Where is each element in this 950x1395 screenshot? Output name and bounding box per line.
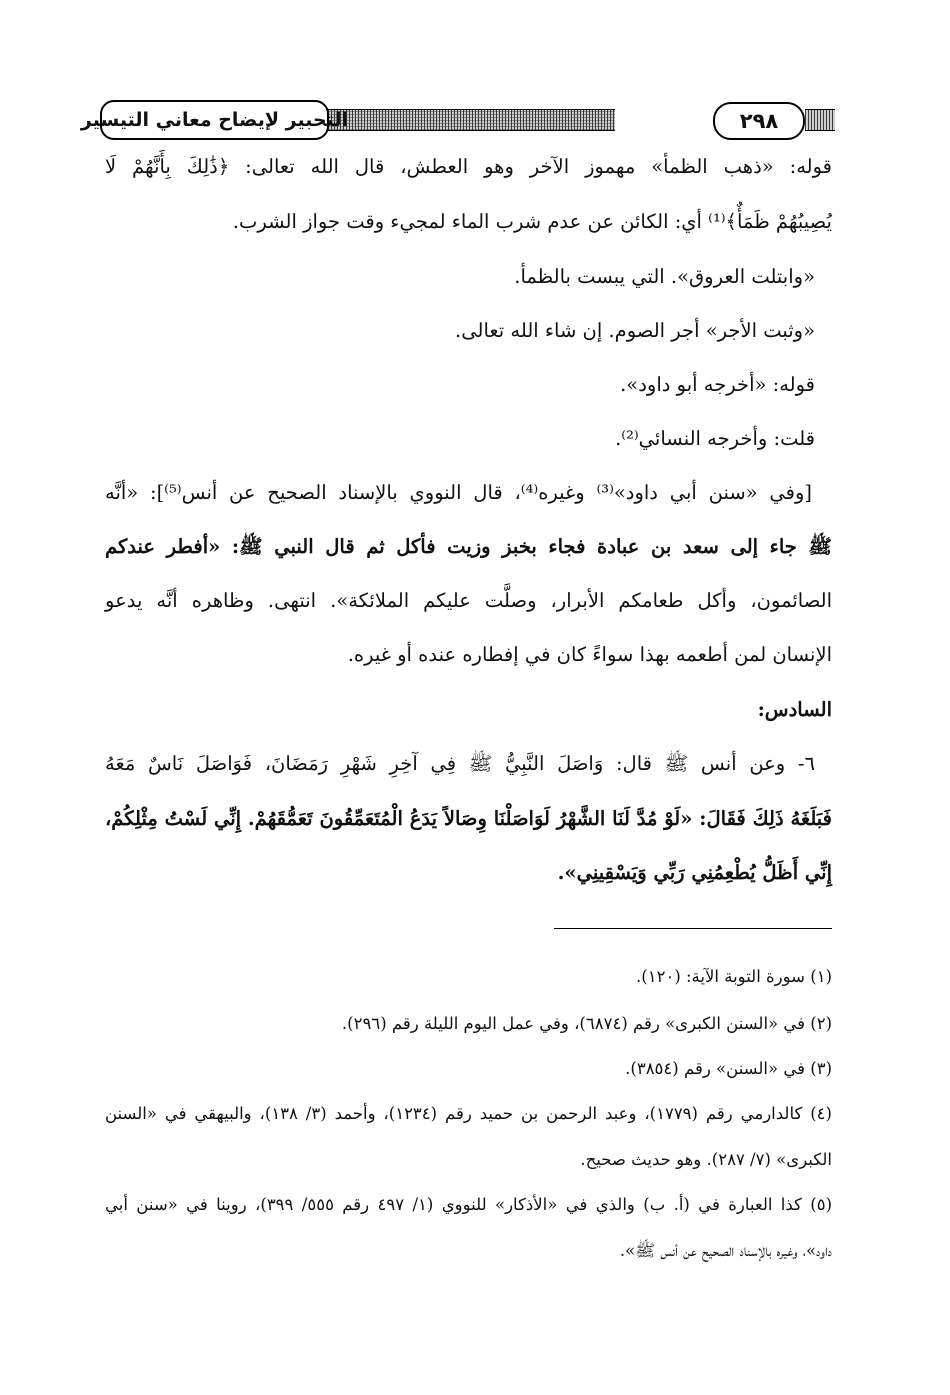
running-header: [80, 100, 835, 140]
body-line-6: قلت: وأخرجه النسائي⁽²⁾.: [615, 427, 815, 450]
hadith-line-14: إِنِّي أَظَلُّ يُطْعِمُنِي رَبِّي وَيَسْقِينِي».: [557, 861, 832, 884]
book-title: التحبير لإيضاح معاني التيسير: [100, 100, 329, 140]
footnote-1: (١) سورة التوبة الآية: (١٢٠).: [636, 967, 832, 986]
body-line-3: «وابتلت العروق». التي يبست بالظمأ.: [514, 265, 815, 288]
section-heading: السادس:: [757, 698, 832, 721]
footnote-5-line-2: داود»، وغيره بالإسناد الصحيح عن أنس ﷺ».: [619, 1241, 832, 1260]
page-number: ٢٩٨: [713, 102, 805, 140]
footnote-4-line-2: الكبرى» (٧/ ٢٨٧). وهو حديث صحيح.: [580, 1150, 832, 1169]
hadith-line-13: فَبَلَغَهُ ذَلِكَ فَقَالَ: «لَوْ مُدَّ لَنَا الشَّهْرُ لَوَاصَلْنَا وِصَالاً يَدَعُ الْمُتَعَمِّقُونَ تَعَمُّقَهُمْ. إِنِّي لَسْتُ مِثْلِكُمْ،: [105, 807, 832, 830]
footnote-separator: [554, 928, 832, 929]
body-line-9: الصائمون، وأكل طعامكم الأبرار، وصلَّت عليكم الملائكة». انتهى. وظاهره أنَّه يدعو: [105, 589, 832, 612]
body-line-8: ﷺ جاء إلى سعد بن عبادة فجاء بخبز وزيت فأكل ثم قال النبي ﷺ: «أفطر عندكم: [105, 535, 832, 558]
body-line-7: [وفي «سنن أبي داود»⁽³⁾ وغيره⁽⁴⁾، قال النووي بالإسناد الصحيح عن أنس⁽⁵⁾]: «أنَّه: [105, 481, 812, 504]
body-line-12: ٦- وعن أنس ﷺ قال: وَاصَلَ النَّبِيُّ ﷺ فِي آخِرِ شَهْرِ رَمَضَانَ، فَوَاصَلَ نَاسٌ مَعَهُ: [105, 752, 815, 775]
footnote-4-line-1: (٤) كالدارمي رقم (١٧٧٩)، وعبد الرحمن بن حميد رقم (١٢٣٤)، وأحمد (٣/ ١٣٨)، والبيهقي في «السنن: [105, 1104, 832, 1123]
header-ornament-band-right: [805, 109, 835, 131]
body-line-10: الإنسان لمن أطعمه بهذا سواءً كان في إفطاره عنده أو غيره.: [347, 643, 832, 666]
body-line-2: يُصِيبُهُمْ ظَمَأٌ﴾⁽¹⁾ أي: الكائن عن عدم شرب الماء لمجيء وقت جواز الشرب.: [232, 210, 832, 233]
body-line-5: قوله: «أخرجه أبو داود».: [620, 373, 815, 396]
footnote-3: (٣) في «السنن» رقم (٣٨٥٤).: [625, 1059, 832, 1078]
footnote-2: (٢) في «السنن الكبرى» رقم (٦٨٧٤)، وفي عمل اليوم الليلة رقم (٢٩٦).: [341, 1014, 832, 1033]
body-line-1: قوله: «ذهب الظمأ» مهموز الآخر وهو العطش، قال الله تعالى: ﴿ذَٰلِكَ بِأَنَّهُمْ لَا: [105, 155, 832, 178]
body-line-4: «وثبت الأجر» أجر الصوم. إن شاء الله تعالى.: [455, 319, 815, 342]
footnote-5-line-1: (٥) كذا العبارة في (أ. ب) والذي في «الأذكار» للنووي (١/ ٤٩٧ رقم ٥٥٥/ ٣٩٩)، روينا في «سنن أبي: [105, 1195, 833, 1214]
